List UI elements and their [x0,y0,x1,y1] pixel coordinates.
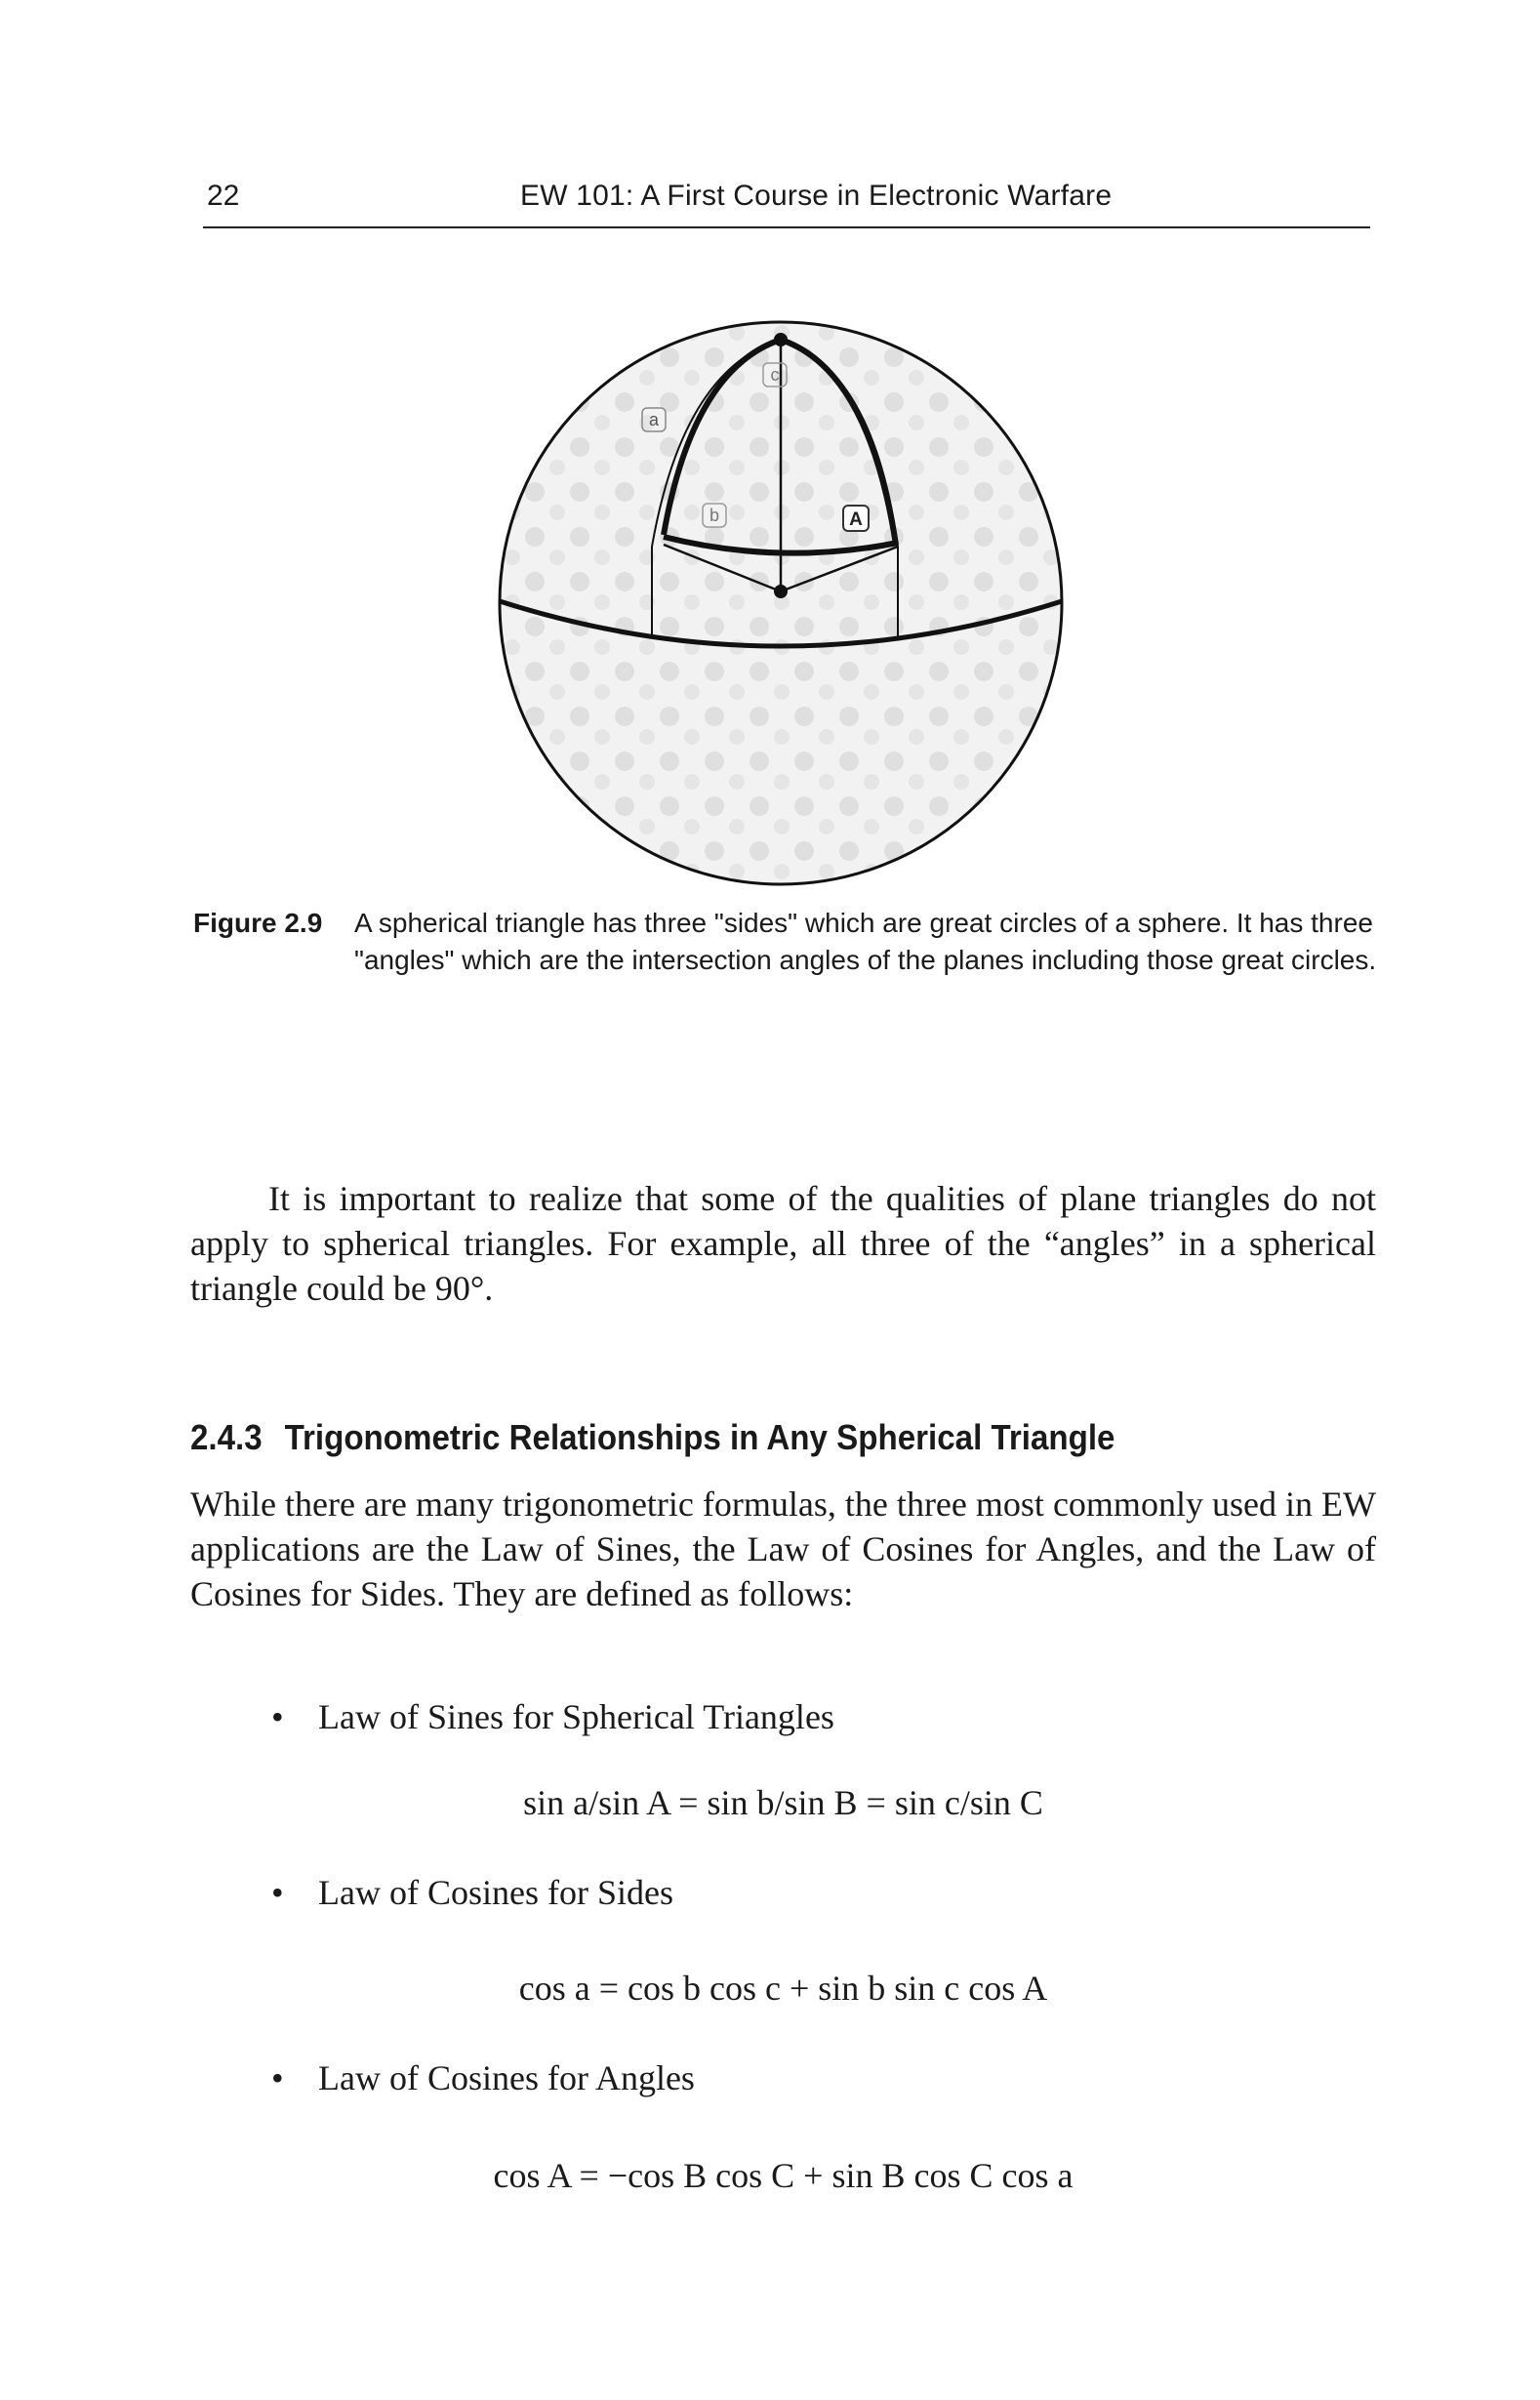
bullet-dot-icon: • [271,1697,284,1736]
equation-law-of-sines: sin a/sin A = sin b/sin B = sin c/sin C [523,1783,1043,1822]
label-A-marker [843,506,869,531]
center-point [774,585,788,598]
equation-law-of-cosines-angles: cos A = −cos B cos C + sin B cos C cos a [493,2156,1074,2195]
page-header [203,176,1370,228]
bullet-law-of-cosines-sides [271,1872,673,1913]
equation-law-of-cosines-sides: cos a = cos b cos c + sin b sin c cos A [518,1969,1048,2008]
paragraph-1: It is important to realize that some of the qualities of plane triangles do not apply to spherical triangles. For example, all three of the “angles” in a spherical triangle could be 90°. [190,1179,1376,1308]
page-number: 22 [207,180,240,212]
label-a: a [648,410,660,429]
bullet-label: Law of Cosines for Sides [318,1873,673,1912]
section-heading [190,1417,1281,1458]
caption-text: A spherical triangle has three "sides" which are great circles of a sphere. It has three "angles" which are the intersection angles of the planes including those great circles. [354,908,1377,975]
section-number: 2.4.3 [190,1417,263,1457]
bullet-dot-icon: • [271,2058,284,2097]
figure-sphere [478,301,1083,906]
running-title: EW 101: A First Course in Electronic Warfare [520,180,1113,212]
bullet-dot-icon: • [271,1873,284,1912]
bullet-law-of-cosines-angles [271,2057,695,2098]
section-title: Trigonometric Relationships in Any Spherical Triangle [284,1417,1115,1457]
bullet-label: Law of Cosines for Angles [318,2058,695,2097]
label-A: A [849,509,863,530]
paragraph-2: While there are many trigonometric formulas, the three most commonly used in EW applications are the Law of Sines, the Law of Cosines for Angles, and the Law of Cosines for Sides. They are defined as follows: [190,1485,1376,1613]
apex-point [774,333,788,346]
sphere-diagram [478,301,1083,906]
bullet-law-of-sines [271,1696,834,1737]
label-c: c [770,365,780,385]
caption-label: Figure 2.9 [193,908,323,938]
bullet-label: Law of Sines for Spherical Triangles [318,1697,834,1736]
label-b: b [709,506,720,525]
